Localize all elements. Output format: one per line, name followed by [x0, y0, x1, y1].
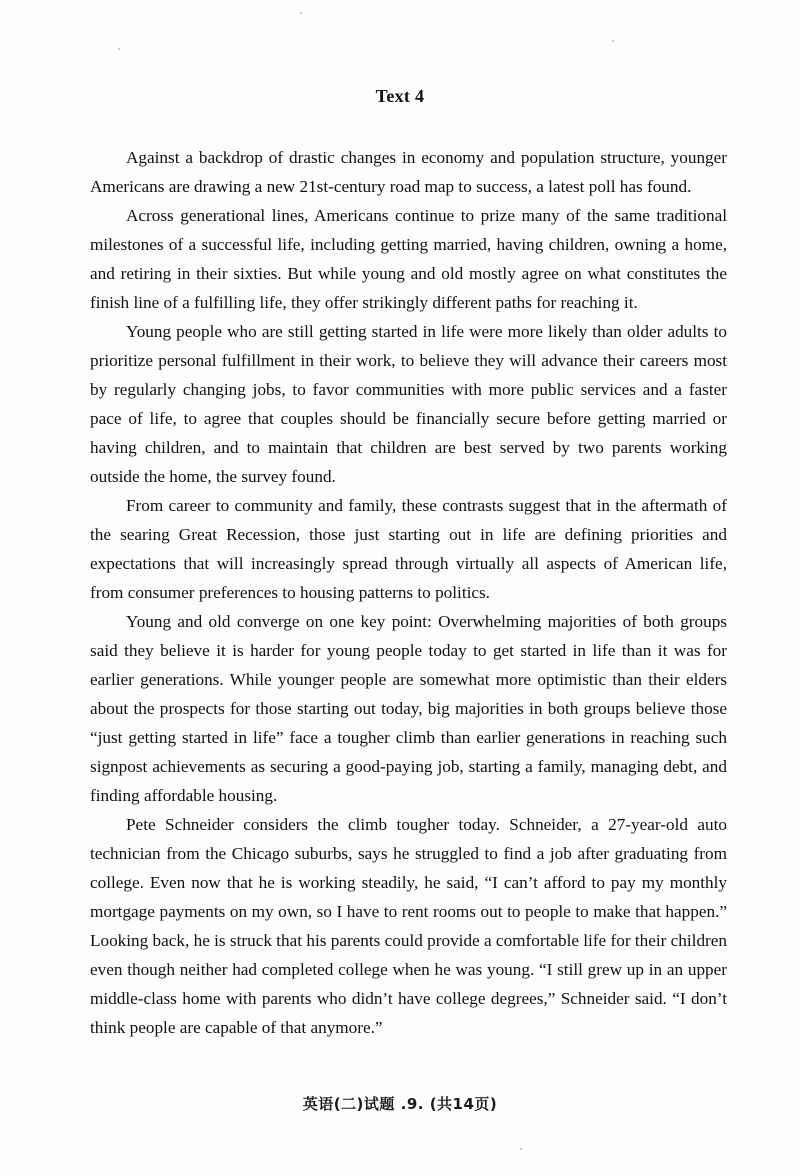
paragraph: From career to community and family, these contrasts suggest that in the aftermath of the searing Great Recession, those just starting out in life are defining priorities and expectations that will increasingly spread through virtually all aspects of American life, from consumer preferences to housing patterns to politics.	[90, 496, 727, 602]
paragraph: Pete Schneider considers the climb tougher today. Schneider, a 27-year-old auto technician from the Chicago suburbs, says he struggled to find a job after graduating from college. Even now that he is working steadily, he said, “I can’t afford to pay my monthly mortgage payments on my own, so I have to rent rooms out to people to make that happen.” Looking back, he is struck that his parents could provide a comfortable life for their children even though neither had completed college when he was young. “I still grew up in an upper middle-class home with parents who didn’t have college degrees,” Schneider said. “I don’t think people are capable of that anymore.”	[90, 815, 727, 1037]
paragraph: Against a backdrop of drastic changes in economy and population structure, younger Americans are drawing a new 21st-century road map to success, a latest poll has found.	[90, 148, 727, 196]
paragraph: Young and old converge on one key point: Overwhelming majorities of both groups said they believe it is harder for young people today to get started in life than it was for earlier generations. While younger people are somewhat more optimistic than their elders about the prospects for those starting out today, big majorities in both groups believe those “just getting started in life” face a tougher climb than earlier generations in reaching such signpost achievements as securing a good-paying job, starting a family, managing debt, and finding affordable housing.	[90, 612, 727, 805]
passage-body	[90, 143, 727, 1042]
scan-speck	[520, 1148, 522, 1150]
paragraph: Young people who are still getting started in life were more likely than older adults to prioritize personal fulfillment in their work, to believe they will advance their careers most by regularly changing jobs, to favor communities with more public services and a faster pace of life, to agree that couples should be financially secure before getting married or having children, and to maintain that children are best served by two parents working outside the home, the survey found.	[90, 322, 727, 486]
passage-title: Text 4	[375, 86, 425, 106]
scan-speck	[300, 12, 302, 14]
scan-speck	[118, 48, 120, 50]
paragraph: Across generational lines, Americans continue to prize many of the same traditional milestones of a successful life, including getting married, having children, owning a home, and retiring in their sixties. But while young and old mostly agree on what constitutes the finish line of a fulfilling life, they offer strikingly different paths for reaching it.	[90, 206, 727, 312]
page-footer: 英语(二)试题 .9. (共14页)	[302, 1095, 498, 1113]
scan-speck	[612, 40, 614, 42]
